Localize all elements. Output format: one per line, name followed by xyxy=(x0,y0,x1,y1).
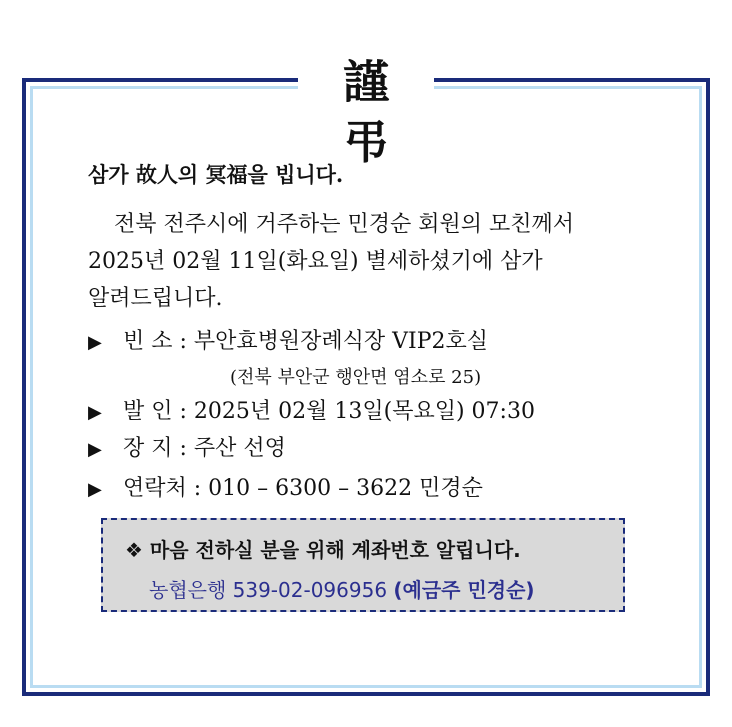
title-area xyxy=(298,52,434,169)
account-owner: (예금주 민경순) xyxy=(393,578,535,602)
balin-label: 발 인 : xyxy=(123,399,187,424)
contact-label: 연락처 : xyxy=(123,476,202,501)
triangle-bullet-icon: ▶ xyxy=(88,479,102,500)
body-line-2: 2025년 02월 11일(화요일) 별세하셨기에 삼가 xyxy=(88,249,543,274)
contact-value: 010 – 6300 – 3622 민경순 xyxy=(208,476,483,501)
triangle-bullet-icon: ▶ xyxy=(88,332,102,353)
jangji-label: 장 지 : xyxy=(123,436,187,461)
account-info xyxy=(149,574,535,603)
detail-contact xyxy=(88,474,483,505)
binso-address: (전북 부안군 행안면 염소로 25) xyxy=(230,367,482,388)
binso-label: 빈 소 : xyxy=(123,329,187,354)
triangle-bullet-icon: ▶ xyxy=(88,402,102,423)
triangle-bullet-icon: ▶ xyxy=(88,439,102,460)
detail-binso xyxy=(88,327,488,358)
account-box xyxy=(101,518,625,612)
detail-balin xyxy=(88,397,535,428)
detail-jangji xyxy=(88,434,286,465)
bank-account-number: 농협은행 539-02-096956 xyxy=(149,578,388,602)
binso-value: 부안효병원장례식장 VIP2호실 xyxy=(193,329,489,354)
condolence-line: 삼가 故人의 冥福을 빕니다. xyxy=(88,162,344,187)
body-line-3: 알려드립니다. xyxy=(88,286,223,311)
body-line-1: 전북 전주시에 거주하는 민경순 회원의 모친께서 xyxy=(114,212,575,237)
notice-title: 謹 弔 xyxy=(343,55,411,169)
jangji-value: 주산 선영 xyxy=(193,436,286,461)
balin-value: 2025년 02월 13일(목요일) 07:30 xyxy=(193,399,535,424)
account-heading: ❖ 마음 전하실 분을 위해 계좌번호 알립니다. xyxy=(125,538,521,562)
